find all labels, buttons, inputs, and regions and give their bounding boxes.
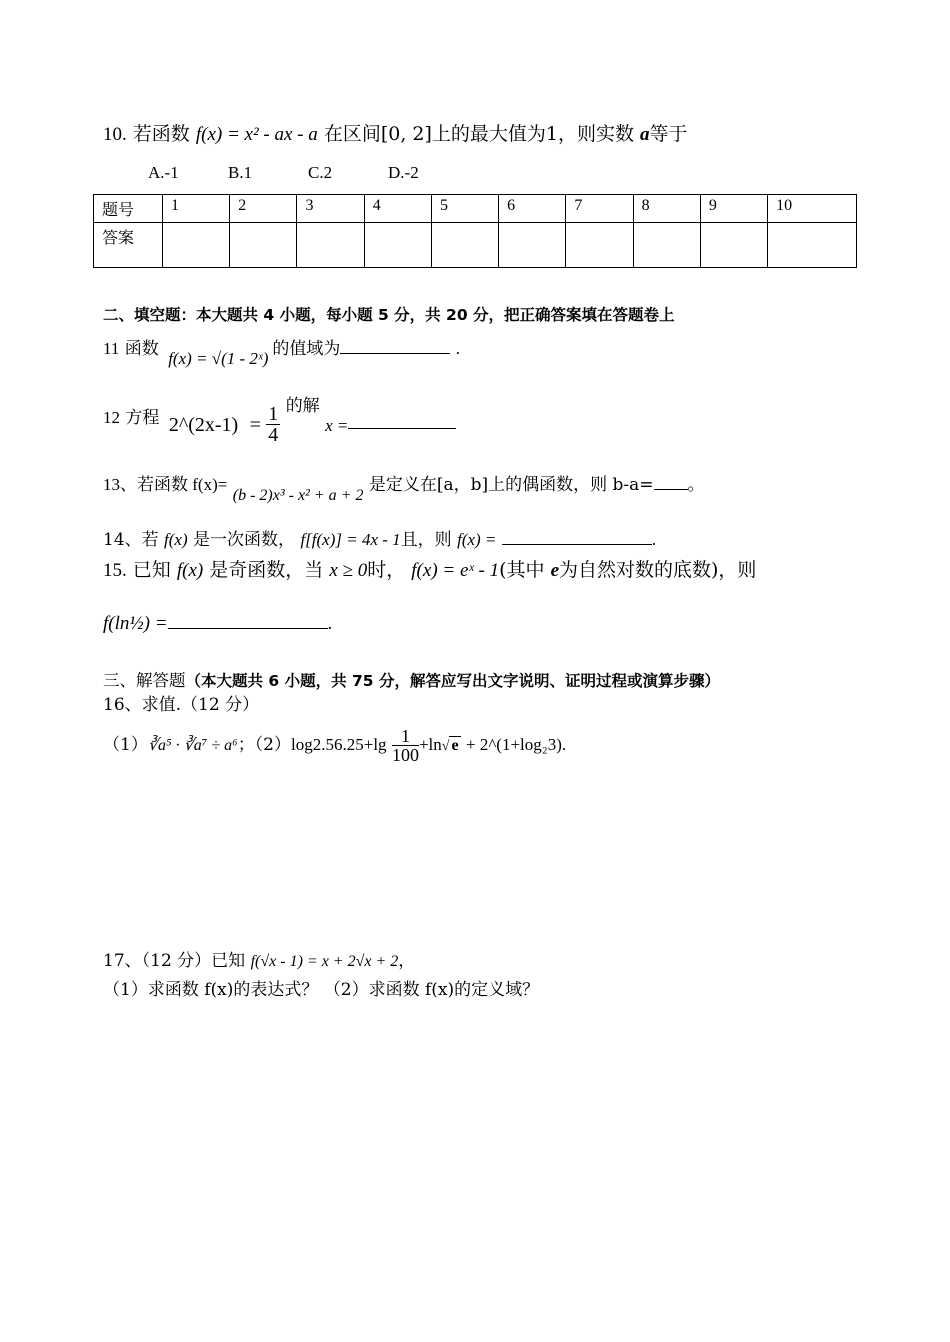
q10-mid: 在区间[0, 2]上的最大值为1，则实数 — [323, 123, 634, 145]
answer-table-answer-row — [94, 223, 857, 268]
q14-text-a: 14、若 — [103, 530, 159, 550]
q11-expr: f(x) = √(1 - 2ˣ) — [168, 349, 269, 368]
q14-expr2: f[f(x)] = 4x - 1 — [300, 530, 401, 549]
question-14 — [103, 529, 656, 551]
q17-expr: f(√x - 1) = x + 2√x + 2 — [250, 953, 399, 970]
answer-cell-10[interactable] — [768, 223, 857, 268]
question-17 — [103, 950, 415, 973]
q11-post: 的值域为 — [272, 339, 341, 359]
answer-cell-7[interactable] — [566, 223, 633, 268]
question-15 — [103, 558, 756, 583]
q16-p2-label: ；（2） — [237, 735, 292, 755]
q11-pre: 函数 — [124, 339, 159, 359]
q15-var: e — [550, 560, 559, 581]
q14-text-c: 且，则 — [400, 530, 452, 550]
section-2-heading: 二、填空题：本大题共 4 小题，每小题 5 分，共 20 分，把正确答案填在答题卷上 — [103, 306, 675, 324]
q10-pre: 若函数 — [132, 123, 190, 145]
q10-expr: f(x) = x² - ax - a — [195, 124, 318, 145]
q14-answer-blank[interactable] — [502, 530, 652, 545]
q15-expr3: f(x) = eˣ - 1 — [411, 560, 500, 581]
q12-frac-den: 4 — [268, 424, 279, 446]
q13-text-a: 13、若函数 f(x)= — [103, 475, 228, 494]
q13-answer-blank[interactable] — [654, 475, 688, 490]
q11-answer-blank[interactable] — [340, 339, 450, 354]
q12-fraction — [266, 404, 280, 445]
section-3-bold: （本大题共 6 小题，共 75 分，解答应写出文字说明、证明过程或演算步骤） — [185, 672, 720, 690]
q17-end: ， — [398, 951, 416, 971]
option-d: D.-2 — [388, 163, 419, 182]
q11-end: . — [455, 339, 461, 358]
answer-cell-4[interactable] — [364, 223, 431, 268]
answer-cell-8[interactable] — [633, 223, 700, 268]
header-cell-9: 9 — [700, 195, 767, 223]
q10-var: a — [640, 124, 650, 145]
q15-answer-blank[interactable] — [168, 614, 328, 629]
q13-text-b: 是定义在[a，b]上的偶函数，则 b-a= — [368, 475, 654, 495]
answer-cell-2[interactable] — [230, 223, 297, 268]
answer-cell-6[interactable] — [499, 223, 566, 268]
option-b: B.1 — [228, 163, 253, 182]
question-11 — [103, 338, 461, 368]
q15-line2-expr: f(ln½) = — [103, 613, 168, 634]
q14-expr1: f(x) — [164, 530, 188, 549]
answer-label: 答案 — [94, 223, 163, 268]
question-10 — [103, 122, 688, 147]
header-cell-5: 5 — [431, 195, 498, 223]
q13-expr: (b - 2)x³ - x² + a + 2 — [232, 487, 364, 504]
q10-number: 10. — [103, 124, 127, 145]
answer-table — [93, 194, 857, 268]
q17-title: 17、（12 分）已知 — [103, 951, 246, 971]
q16-p1-label: （1） — [103, 735, 148, 755]
question-17-sub: （1）求函数 f(x)的表达式？ （2）求函数 f(x)的定义域？ — [103, 980, 540, 1000]
option-c: C.2 — [308, 163, 333, 182]
header-cell-8: 8 — [633, 195, 700, 223]
question-13 — [103, 474, 705, 504]
answer-cell-1[interactable] — [163, 223, 230, 268]
question-12 — [103, 398, 456, 458]
q16-fraction — [392, 727, 419, 764]
q13-end: 。 — [687, 475, 705, 495]
q15-mid3: (其中 — [499, 559, 545, 581]
q14-text-b: 是一次函数， — [193, 530, 296, 550]
q12-number: 12 — [103, 408, 120, 427]
q15-number: 15. — [103, 560, 127, 581]
q16-frac-den: 100 — [391, 745, 419, 765]
q12-eq: = — [249, 414, 261, 436]
q12-pre: 方程 — [125, 408, 160, 428]
q16-p2-tail: + 2^(1+log₂3) — [465, 735, 562, 754]
q14-end: . — [651, 530, 657, 549]
option-a: A.-1 — [148, 163, 179, 182]
header-cell-2: 2 — [230, 195, 297, 223]
answer-table-header-row — [94, 195, 857, 223]
header-cell-4: 4 — [364, 195, 431, 223]
header-cell-7: 7 — [566, 195, 633, 223]
section-3-heading — [103, 667, 720, 691]
q16-frac-num: 1 — [392, 727, 419, 746]
q12-frac-num: 1 — [268, 403, 279, 425]
q15-expr1: f(x) — [176, 560, 204, 581]
header-cell-10: 10 — [768, 195, 857, 223]
q14-expr3: f(x) = — [457, 530, 497, 549]
question-16-body: （1）∛a⁵ · ∛a⁷ ÷ a⁶；（2）log2.56.25+lg $\frac{1}{100}$ +ln√ e + 2^(1+log₂3). — [103, 726, 567, 765]
q16-p2-text: log2.56.25+lg — [291, 735, 387, 754]
q15-end: . — [327, 613, 333, 634]
q12-answer-blank[interactable] — [348, 414, 456, 429]
header-cell-1: 1 — [163, 195, 230, 223]
answer-cell-9[interactable] — [700, 223, 767, 268]
section-3-lead: 三、解答题 — [103, 671, 186, 690]
q11-number: 11 — [103, 339, 120, 358]
q10-post: 等于 — [649, 123, 688, 145]
q10-options — [148, 163, 419, 183]
q12-lhs: 2^(2x-1) — [168, 414, 239, 436]
answer-cell-5[interactable] — [431, 223, 498, 268]
q15-post: 为自然对数的底数)，则 — [559, 559, 757, 581]
q16-end: . — [561, 735, 567, 754]
q15-expr2: x ≥ 0 — [329, 560, 368, 581]
q12-post: 的解 — [285, 396, 320, 416]
q12-ans: x = — [325, 416, 349, 435]
question-16-title: 16、求值.（12 分） — [103, 695, 260, 715]
header-cell-6: 6 — [499, 195, 566, 223]
answer-cell-3[interactable] — [297, 223, 364, 268]
q15-mid2: 时， — [367, 559, 406, 581]
header-cell-3: 3 — [297, 195, 364, 223]
q16-p1-expr: ∛a⁵ · ∛a⁷ ÷ a⁶ — [147, 737, 238, 754]
q16-sqrt-e: e — [451, 737, 459, 754]
header-label: 题号 — [94, 195, 163, 223]
q15-mid1: 是奇函数，当 — [209, 559, 324, 581]
q15-pre: 已知 — [132, 559, 171, 581]
q16-p2-mid: +ln — [418, 735, 442, 754]
question-15-line2 — [103, 612, 332, 635]
